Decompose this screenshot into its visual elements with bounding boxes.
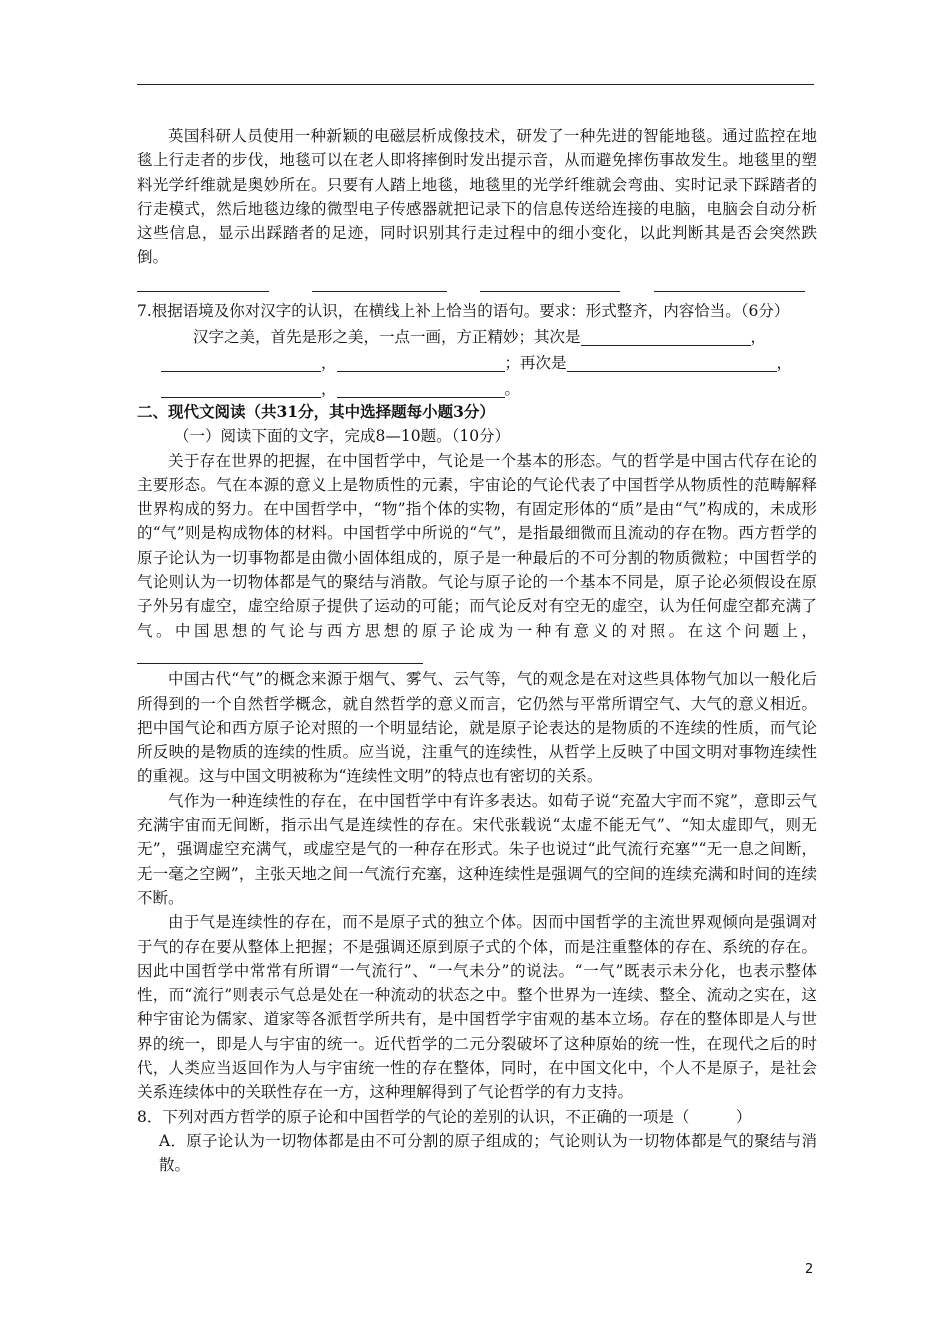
reading-blank[interactable] <box>137 645 423 664</box>
page-number: 2 <box>805 1262 814 1277</box>
answer-blank-1[interactable] <box>137 291 269 292</box>
q7-blank-2[interactable] <box>161 353 321 372</box>
subsection-heading: （一）阅读下面的文字，完成8—10题。（10分） <box>174 427 511 446</box>
question-7-line-2 <box>137 350 827 376</box>
header-rule <box>137 84 814 85</box>
q7-blank-5[interactable] <box>161 379 321 398</box>
q7-again: ；再次是 <box>504 354 567 372</box>
q7-blank-1[interactable] <box>581 327 751 346</box>
q7-comma: ， <box>776 354 793 372</box>
q7-blank-6[interactable] <box>337 379 505 398</box>
q7-comma: ， <box>321 380 337 398</box>
q7-blank-3[interactable] <box>337 353 505 372</box>
answer-blank-2[interactable] <box>312 291 447 292</box>
q7-blank-4[interactable] <box>567 353 777 372</box>
answer-blank-4[interactable] <box>654 291 805 292</box>
q7-period: 。 <box>504 380 521 398</box>
question-7-stem: 7.根据语境及你对汉字的认识，在横线上补上恰当的语句。要求：形式整齐，内容恰当。（6分） <box>137 302 790 320</box>
answer-blank-3[interactable] <box>480 291 620 292</box>
reading-paragraph-1-text: 关于存在世界的把握，在中国哲学中，气论是一个基本的形态。气的哲学是中国古代存在论的主要形态。气在本源的意义上是物质性的元素，宇宙论的气论代表了中国哲学从物质性的范畴解释世界构成的努力。在中国哲学中，“物”指个体的实物，有固定形体的“质”是由“气”构成的，未成形的“气”则是构成物体的材料。中国哲学中所说的“气”，是指最细微而且流动的存在物。西方哲学的原子论认为一切事物都是由微小固体组成的，原子是一种最后的不可分割的物质微粒；中国哲学的气论则认为一切物体都是气的聚结与消散。气论与原子论的一个基本不同是，原子论必须假设在原子外另有虚空，虚空给原子提供了运动的可能；而气论反对有空无的虚空，认为任何虚空都充满了气。中国思想的气论与西方思想的原子论成为一种有意义的对照。在这个问题上， <box>137 451 817 640</box>
section-heading: 二、现代文阅读（共31分，其中选择题每小题3分） <box>137 402 495 421</box>
section-2 <box>137 400 817 1178</box>
reading-paragraph-1 <box>137 449 817 668</box>
q7-comma: ， <box>321 354 337 372</box>
reading-paragraph-2: 中国古代“气”的概念来源于烟气、雾气、云气等，气的观念是在对这些具体物气加以一般化后所得到的一个自然哲学概念，就自然哲学的意义而言，它仍然与平常所谓空气、大气的意义相近。把中国气论和西方原子论对照的一个明显结论，就是原子论表达的是物质的不连续的性质，而气论所反映的是物质的连续的性质。应当说，注重气的连续性，从哲学上反映了中国文明对事物连续性的重视。这与中国文明被称为“连续性文明”的特点也有密切的关系。 <box>137 670 817 786</box>
q7-text-a: 汉字之美，首先是形之美，一点一画，方正精妙；其次是 <box>193 328 581 346</box>
q7-comma: ， <box>750 328 767 346</box>
intro-paragraph: 英国科研人员使用一种新颖的电磁层析成像技术，研发了一种先进的智能地毯。通过监控在地毯上行走者的步伐，地毯可以在老人即将摔倒时发出提示音，从而避免摔伤事故发生。地毯里的塑料光学纤维就是奥妙所在。只要有人踏上地毯，地毯里的光学纤维就会弯曲、实时记录下踩踏者的行走模式，然后地毯边缘的微型电子传感器就把记录下的信息传送给连接的电脑，电脑会自动分析这些信息，显示出踩踏者的足迹，同时识别其行走过程中的细小变化，以此判断其是否会突然跌倒。 <box>137 127 817 267</box>
question-8-option-a: A．原子论认为一切物体都是由不可分割的原子组成的；气论则认为一切物体都是气的聚结与消散。 <box>159 1131 817 1175</box>
question-7-line-1 <box>137 324 827 350</box>
question-7-line-3 <box>137 376 827 402</box>
reading-paragraph-4: 由于气是连续性的存在，而不是原子式的独立个体。因而中国哲学的主流世界观倾向是强调对于气的存在要从整体上把握；不是强调还原到原子式的个体，而是注重整体的存在、系统的存在。因此中国哲学中常常有所谓“一气流行”、“一气未分”的说法。“一气”既表示未分化，也表示整体性，而“流行”则表示气总是处在一种流动的状态之中。整个世界为一连续、整全、流动之实在，这种宇宙论为儒家、道家等各派哲学所共有，是中国哲学宇宙观的基本立场。存在的整体即是人与世界的统一，即是人与宇宙的统一。近代哲学的二元分裂破坏了这种原始的统一性，在现代之后的时代，人类应当返回作为人与宇宙统一性的存在整体，同时，在中国文化中，个人不是原子，是社会关系连续体中的关联性存在一方，这种理解得到了气论哲学的有力支持。 <box>137 913 817 1102</box>
intro-passage <box>137 124 817 270</box>
question-7 <box>137 298 827 402</box>
question-8-stem: 8．下列对西方哲学的原子论和中国哲学的气论的差别的认识，不正确的一项是（ ） <box>137 1107 752 1126</box>
answer-blanks-row <box>137 281 817 295</box>
reading-paragraph-3: 气作为一种连续性的存在，在中国哲学中有许多表达。如荀子说“充盈大宇而不窕”，意即云气充满宇宙而无间断，指示出气是连续性的存在。宋代张载说“太虚不能无气”、“知太虚即气，则无无”，强调虚空充满气，或虚空是气的一种存在形式。朱子也说过“此气流行充塞”“无一息之间断，无一毫之空阙”，主张天地之间一气流行充塞，这种连续性是强调气的空间的连续充满和时间的连续不断。 <box>137 791 817 907</box>
